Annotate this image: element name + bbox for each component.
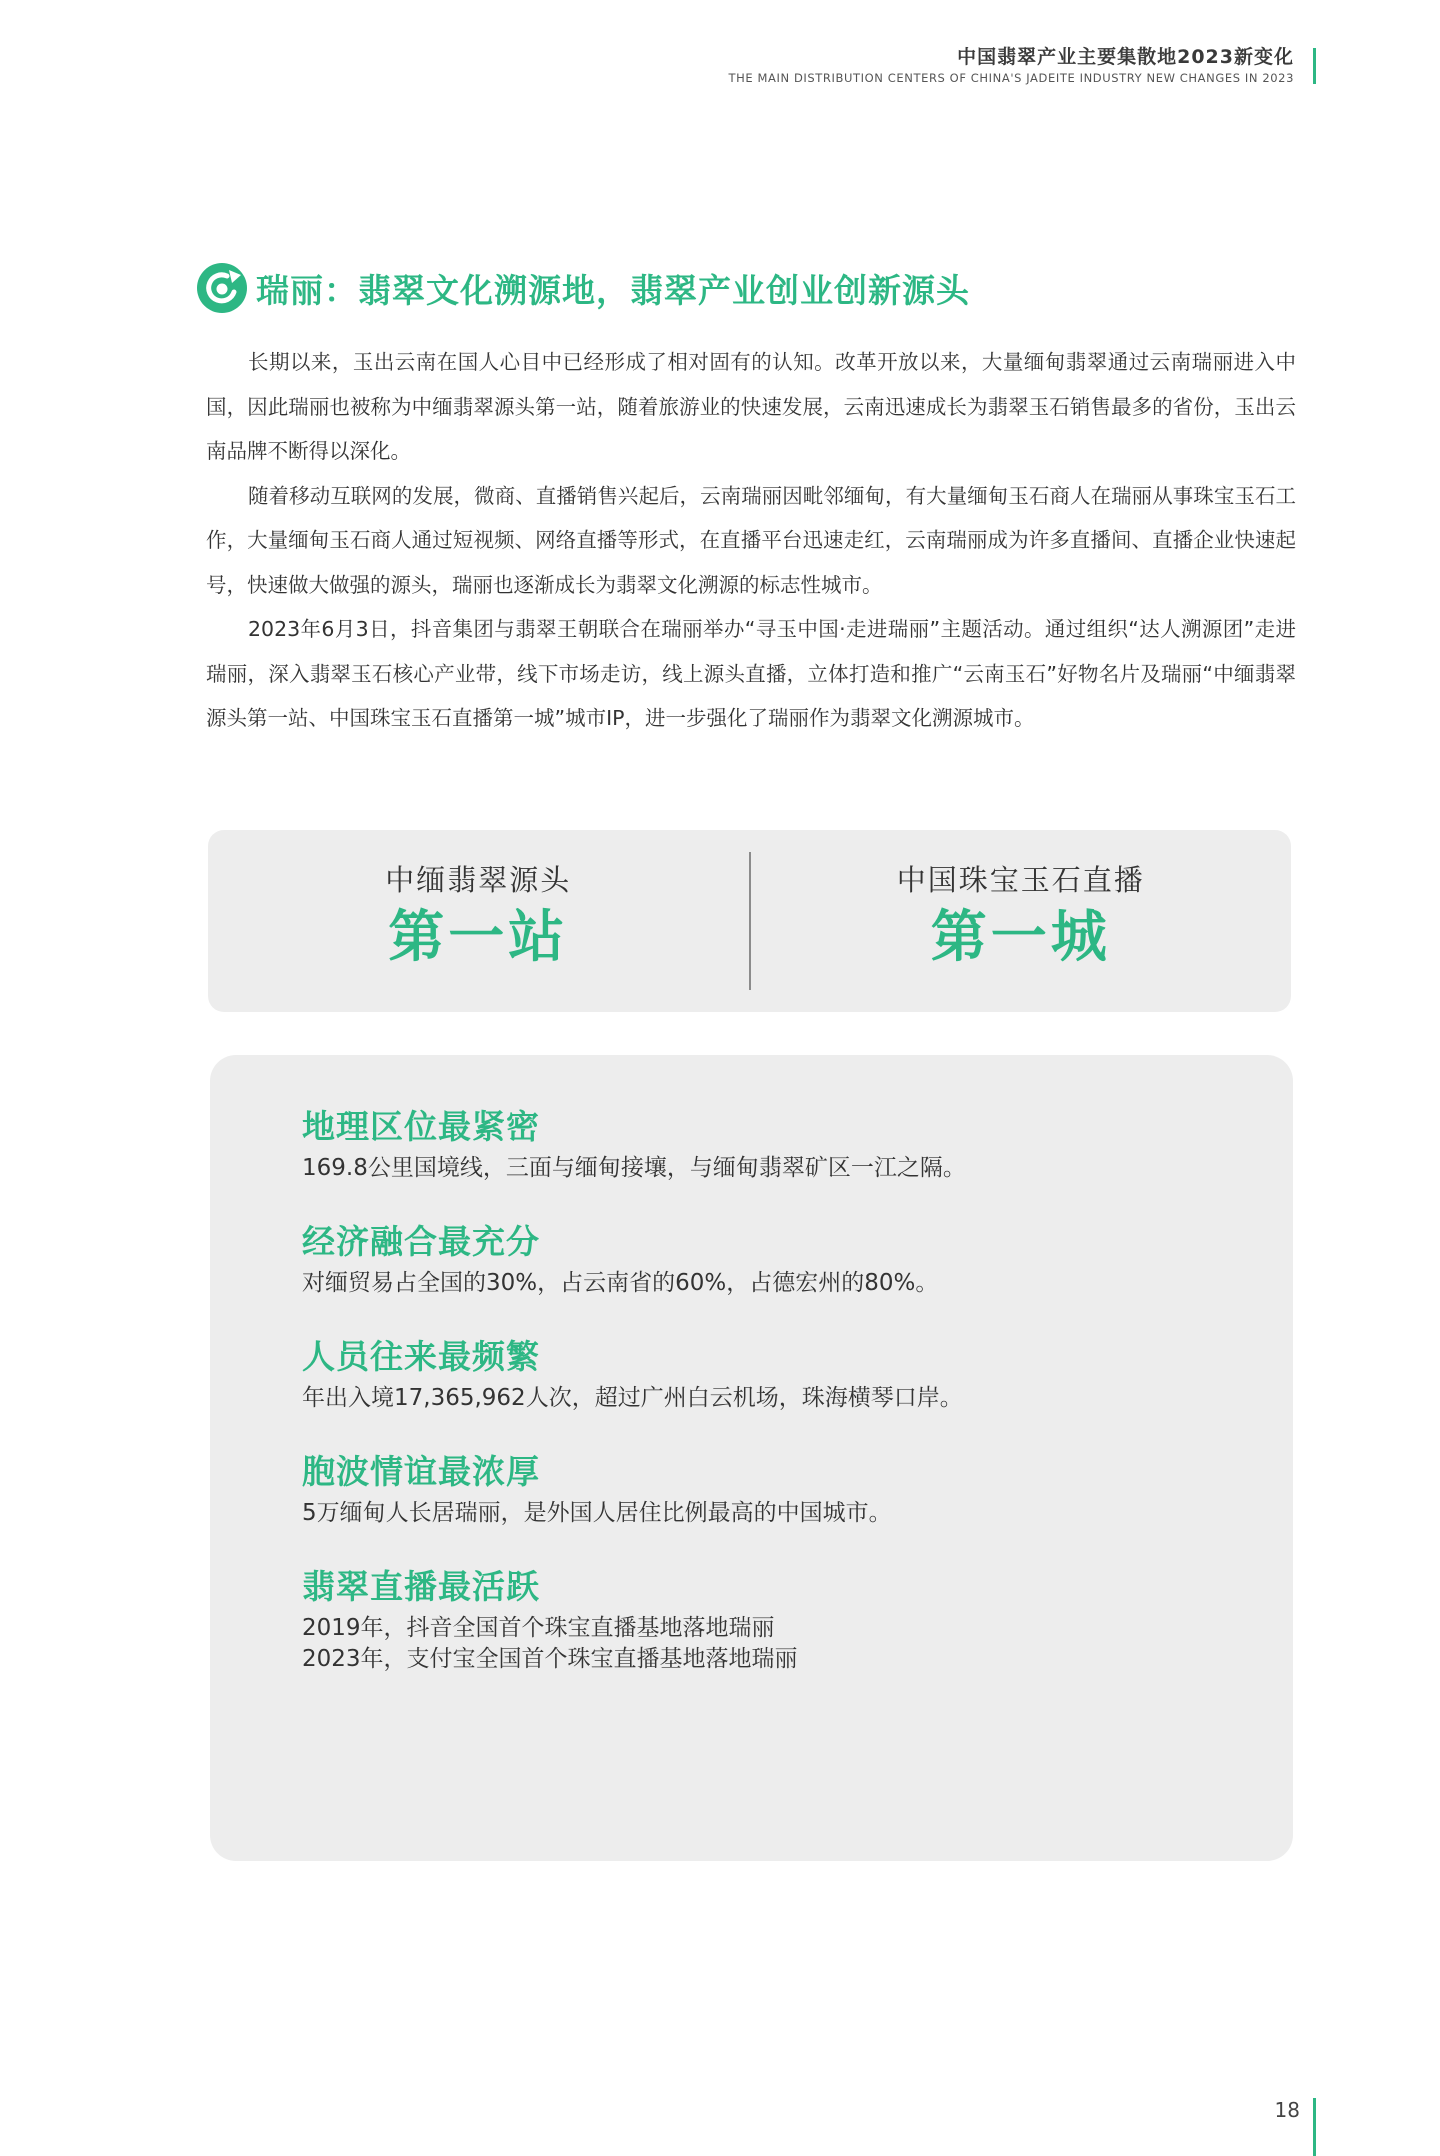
green-circle-arrow-logo-icon bbox=[196, 262, 248, 314]
fact-title: 人员往来最频繁 bbox=[302, 1337, 540, 1376]
header-accent-bar bbox=[1313, 48, 1316, 84]
highlight-card bbox=[208, 830, 1291, 1012]
fact-text: 年出入境17,365,962人次，超过广州白云机场，珠海横琴口岸。 bbox=[302, 1385, 963, 1411]
fact-title: 经济融合最充分 bbox=[302, 1222, 540, 1261]
section-title: 瑞丽：翡翠文化溯源地，翡翠产业创业创新源头 bbox=[256, 270, 970, 310]
fact-item bbox=[302, 1450, 1293, 1529]
fact-item bbox=[302, 1565, 1293, 1675]
header-title-en: THE MAIN DISTRIBUTION CENTERS OF CHINA'S JADEITE INDUSTRY NEW CHANGES IN 2023 bbox=[728, 71, 1294, 85]
fact-title: 地理区位最紧密 bbox=[302, 1107, 540, 1146]
fact-text: 2019年，抖音全国首个珠宝直播基地落地瑞丽 bbox=[302, 1615, 775, 1641]
running-header bbox=[729, 44, 1316, 86]
paragraph: 随着移动互联网的发展，微商、直播销售兴起后，云南瑞丽因毗邻缅甸，有大量缅甸玉石商人在瑞丽从事珠宝玉石工作，大量缅甸玉石商人通过短视频、网络直播等形式，在直播平台迅速走红，云南瑞丽成为许多直播间、直播企业快速起号，快速做大做强的源头，瑞丽也逐渐成长为翡翠文化溯源的标志性城市。 bbox=[206, 483, 1296, 597]
fact-text: 对缅贸易占全国的30%，占云南省的60%，占德宏州的80%。 bbox=[302, 1270, 939, 1296]
highlight-right bbox=[751, 830, 1292, 1012]
highlight-right-caption: 中国珠宝玉石直播 bbox=[896, 863, 1145, 897]
fact-title: 翡翠直播最活跃 bbox=[302, 1567, 540, 1606]
fact-item bbox=[302, 1335, 1293, 1414]
highlight-right-value: 第一城 bbox=[930, 905, 1111, 970]
fact-title: 胞波情谊最浓厚 bbox=[302, 1452, 540, 1491]
paragraph: 2023年6月3日，抖音集团与翡翠王朝联合在瑞丽举办“寻玉中国·走进瑞丽”主题活动。通过组织“达人溯源团”走进瑞丽，深入翡翠玉石核心产业带，线下市场走访，线上源头直播，立体打造和推广“云南玉石”好物名片及瑞丽“中缅翡翠源头第一站、中国珠宝玉石直播第一城”城市IP，进一步强化了瑞丽作为翡翠文化溯源城市。 bbox=[206, 617, 1296, 730]
fact-text: 2023年，支付宝全国首个珠宝直播基地落地瑞丽 bbox=[302, 1646, 798, 1672]
header-title-cn: 中国翡翠产业主要集散地2023新变化 bbox=[957, 46, 1294, 68]
highlight-left-caption: 中缅翡翠源头 bbox=[385, 863, 572, 897]
body-text bbox=[206, 340, 1296, 741]
facts-card bbox=[210, 1055, 1293, 1861]
paragraph: 长期以来，玉出云南在国人心目中已经形成了相对固有的认知。改革开放以来，大量缅甸翡翠通过云南瑞丽进入中国，因此瑞丽也被称为中缅翡翠源头第一站，随着旅游业的快速发展，云南迅速成长为翡翠玉石销售最多的省份，玉出云南品牌不断得以深化。 bbox=[206, 350, 1296, 463]
fact-item bbox=[302, 1220, 1293, 1299]
highlight-left bbox=[208, 830, 749, 1012]
section-heading bbox=[196, 262, 970, 314]
fact-text: 5万缅甸人长居瑞丽，是外国人居住比例最高的中国城市。 bbox=[302, 1500, 892, 1526]
highlight-left-value: 第一站 bbox=[388, 905, 569, 970]
fact-text: 169.8公里国境线，三面与缅甸接壤，与缅甸翡翠矿区一江之隔。 bbox=[302, 1155, 966, 1181]
footer-accent-bar bbox=[1313, 2098, 1316, 2156]
page-number: 18 bbox=[1274, 2098, 1300, 2122]
fact-item bbox=[302, 1105, 1293, 1184]
